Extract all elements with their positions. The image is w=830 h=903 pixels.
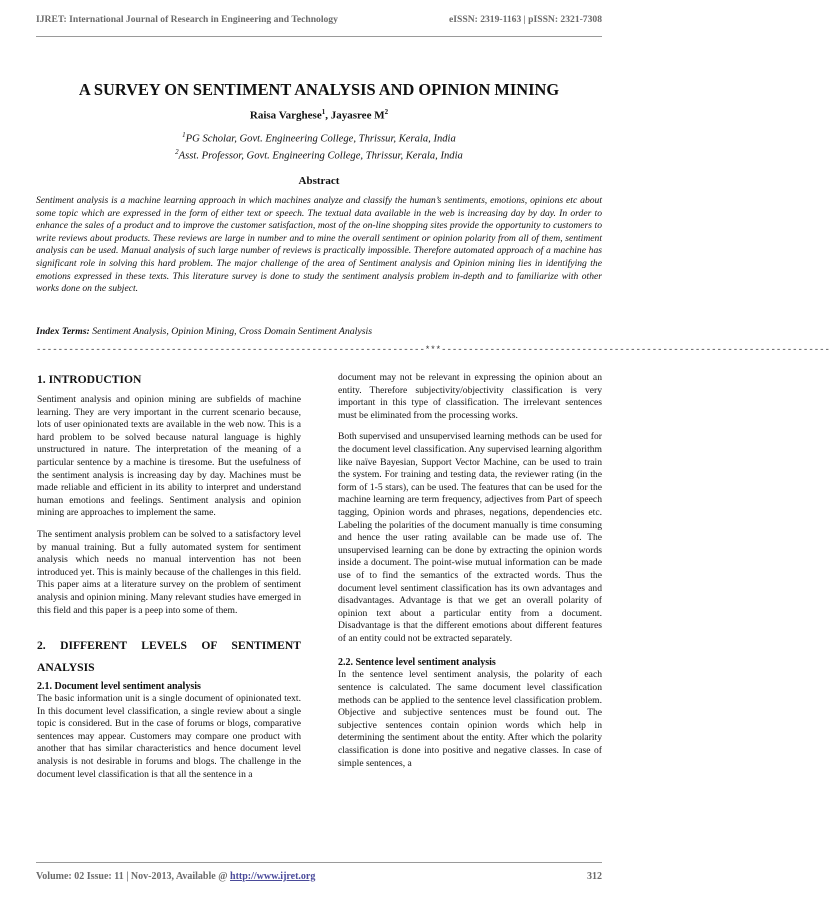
affiliation-1 bbox=[0, 131, 638, 145]
left-column bbox=[37, 372, 301, 790]
author-1-sup: 1 bbox=[321, 108, 326, 116]
footer-volume bbox=[36, 871, 315, 882]
subsection-heading-sentence-level: 2.2. Sentence level sentiment analysis bbox=[338, 657, 496, 669]
page-number: 312 bbox=[587, 871, 602, 882]
section-heading-levels: 2. DIFFERENT LEVELS OF SENTIMENT ANALYSIS bbox=[37, 639, 301, 675]
affiliation-1-text: PG Scholar, Govt. Engineering College, Thrissur, Kerala, India bbox=[185, 133, 456, 145]
paragraph: In the sentence level sentiment analysis, the polarity of each sentence is calculated. The same document level classification methods can be applied to the sentence level classification problem. Objective and subjective sentences must be found out. The subjective sentences contain opinion words which help in determining the sentiment about the entity. After which the polarity classification is done into positive and negative classes. In case of simple sentences, a bbox=[338, 669, 602, 769]
section-heading-introduction: 1. INTRODUCTION bbox=[37, 373, 142, 386]
abstract-text: Sentiment analysis is a machine learning approach in which machines analyze and classify the human’s sentiments, emotions, opinions etc about some topic which are expressed in the form of either text or speech. The textual data available in the web is increasing day by day. In order to enhance the sales of a product and to improve the customer satisfaction, most of the on-line shopping sites provide the opportunity to customers to write reviews about products. These reviews are large in number and to mine the overall sentiment or opinion polarity from all of them, sentiment analysis can be used. Manual analysis of such large number of reviews is practically impossible. Therefore automated approach of a machine has significant role in solving this hard problem. The major challenge of the area of Sentiment analysis and Opinion mining lies in identifying the emotions expressed in these texts. This literature survey is done to study the sentiment analysis problem in-depth and to familiarize with other works done on the subject. bbox=[36, 195, 602, 295]
author-2-sup: 2 bbox=[384, 108, 389, 116]
running-footer bbox=[36, 871, 602, 885]
section-separator: ------------------------------------------------------------------------***------------------------------------------------------------------------ bbox=[36, 345, 830, 355]
header-rule bbox=[36, 36, 602, 37]
issn: eISSN: 2319-1163 | pISSN: 2321-7308 bbox=[449, 14, 602, 25]
author-2: , Jayasree M bbox=[325, 109, 385, 122]
paragraph: Both supervised and unsupervised learning methods can be used for the document level classification. Any supervised learning algorithm like naïve Bayesian, Support Vector Machine, can be used to train the system. For training and testing data, the reviewer rating (in the form of 1-5 stars), can be used. The features that can be used for the machine learning are term frequency, adjectives from Part of speech tagging, Opinion words and phrases, negations, dependencies etc. Labeling the polarities of the document manually is time consuming and hence the user rating available can be made use of. The unsupervised learning can be done by extracting the opinion words inside a document. The point-wise mutual information can be made use of to find the semantics of the extracted words. Thus the document level sentiment classification has its own advantages and disadvantages. Advantage is that we get an overall polarity of opinion text about a particular entity from a document. Disadvantage is that the different emotions about different features of an entity could not be extracted separately. bbox=[338, 431, 602, 644]
index-terms-label: Index Terms: bbox=[36, 326, 90, 337]
affiliation-2-sup: 2 bbox=[175, 148, 179, 156]
affiliation-1-sup: 1 bbox=[182, 131, 186, 139]
journal-url-link[interactable]: http://www.ijret.org bbox=[230, 871, 316, 882]
affiliation-2 bbox=[0, 148, 638, 162]
running-header bbox=[36, 14, 602, 28]
index-terms bbox=[36, 326, 602, 337]
right-column bbox=[338, 372, 602, 779]
author-1: Raisa Varghese bbox=[249, 109, 322, 122]
paragraph: Sentiment analysis and opinion mining are subfields of machine learning. They are very important in the current scenario because, lots of user opinionated texts are available in the web now. This is a hard problem to be solved because natural language is highly unstructured in nature. The interpretation of the meaning of a particular sentence by a machine is tiresome. But the usefulness of the sentiment analysis is increasing day by day. Machines must be made reliable and efficient in its ability to interpret and understand human emotions and feelings. Sentiment analysis and opinion mining are approaches to implement the same. bbox=[37, 394, 301, 519]
journal-name: IJRET: International Journal of Research in Engineering and Technology bbox=[36, 14, 338, 25]
authors bbox=[0, 108, 638, 122]
affiliation-2-text: Asst. Professor, Govt. Engineering College, Thrissur, Kerala, India bbox=[178, 150, 463, 162]
footer-volume-text: Volume: 02 Issue: 11 | Nov-2013, Available @ bbox=[36, 871, 231, 882]
abstract-heading: Abstract bbox=[298, 175, 340, 187]
subsection-heading-document-level: 2.1. Document level sentiment analysis bbox=[37, 681, 201, 693]
footer-rule bbox=[36, 862, 602, 863]
paragraph: The basic information unit is a single document of opinionated text. In this document level classification, a single review about a single topic is considered. But in the case of forums or blogs, comparative sentences may appear. Customers may compare one product with another that has similar characteristics and hence document level analysis is not desirable in forums and blogs. The challenge in the document level classification is that all the sentence in a bbox=[37, 693, 301, 780]
paragraph: document may not be relevant in expressing the opinion about an entity. Therefore subjectivity/objectivity classification is very important in this type of classification. The irrelevant sentences must be eliminated from the processing works. bbox=[338, 372, 602, 421]
paragraph: The sentiment analysis problem can be solved to a satisfactory level by manual training. But a fully automated system for sentiment analysis which needs no manual intervention has not been introduced yet. This is mainly because of the challenges in this field. This paper aims at a literature survey on the problem of sentiment analysis and opinion mining. Many relevant studies have emerged in this field and this paper is a peep into some of them. bbox=[37, 528, 301, 616]
paper-title: A SURVEY ON SENTIMENT ANALYSIS AND OPINION MINING bbox=[78, 80, 560, 99]
index-terms-text: Sentiment Analysis, Opinion Mining, Cross Domain Sentiment Analysis bbox=[89, 326, 373, 337]
